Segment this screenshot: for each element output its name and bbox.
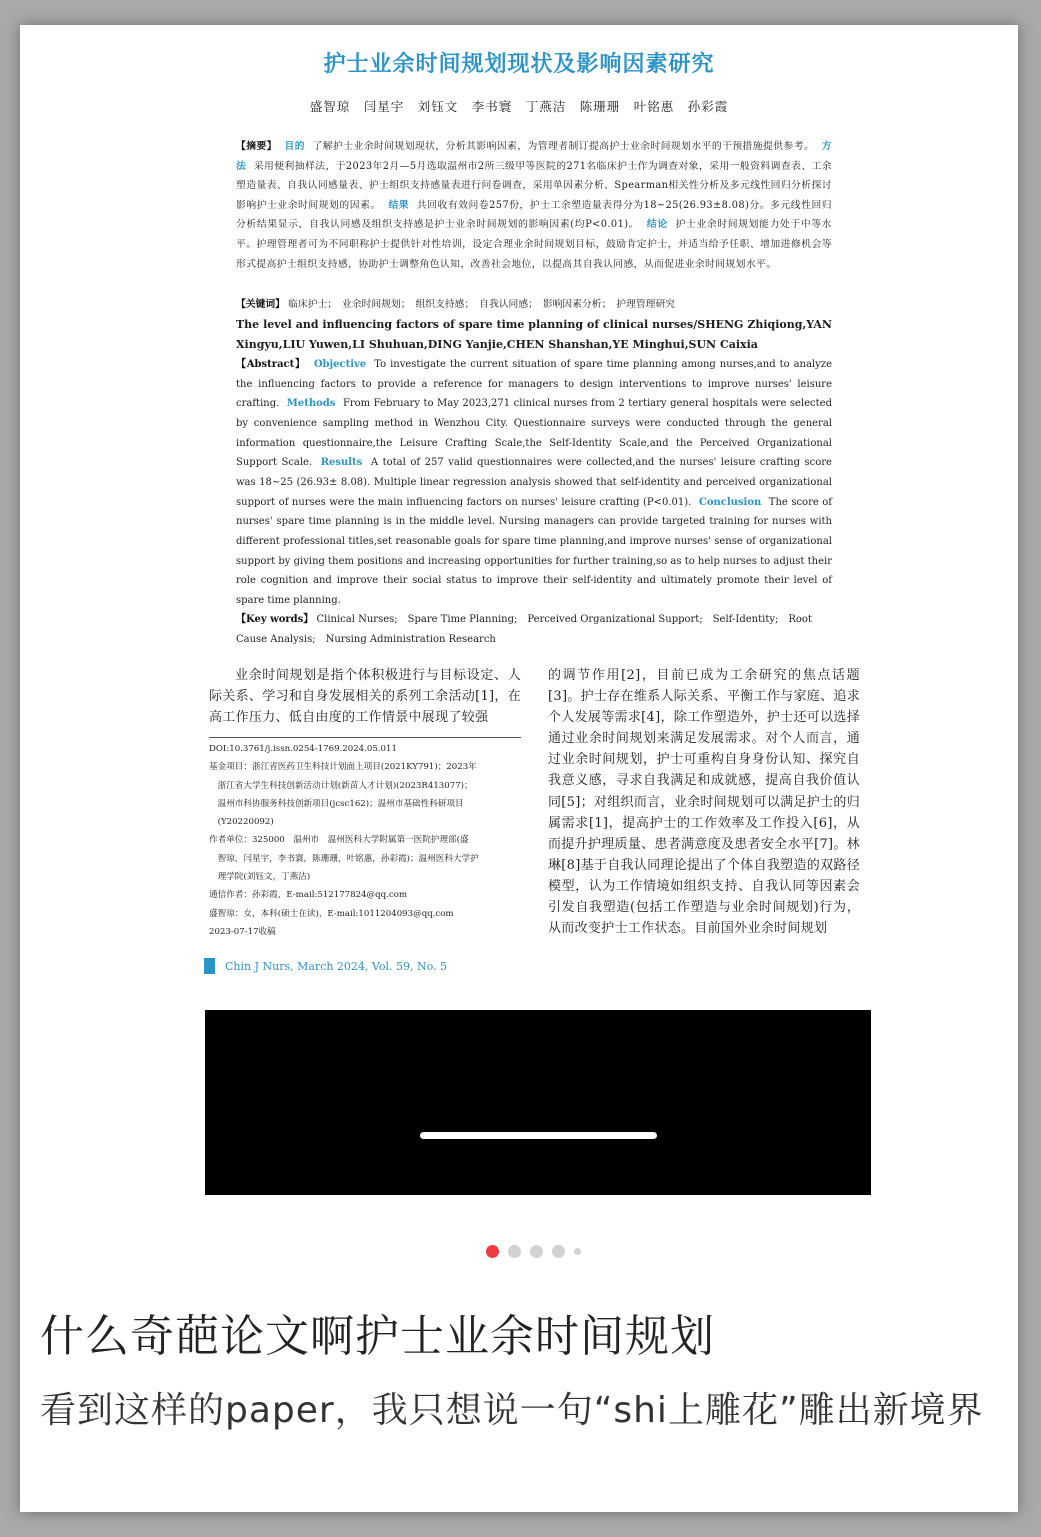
results-en-text: A total of 257 valid questionnaires were collected,and the nurses' leisure crafting score was 18~25 (26.93± 8.08). Multiple linear regression analysis showed that self-identity and perceived organizational support of nurses were the main influencing factors on nurses' leisure crafting (P<0.01). (236, 457, 832, 508)
abstract-cn (236, 137, 832, 274)
body-left-column (209, 665, 521, 728)
methods-en-text: From February to May 2023,271 clinical nurses from 2 tertiary general hospitals were selected by convenience sampling method in Wenzhou City. Questionnaire surveys were conducted through the general information questionnaire,the Leisure Crafting Scale,the Self-Identity Scale,and the Perceived Organizational Support Scale. (236, 398, 832, 469)
objective-cn-label: 目的 (284, 141, 305, 152)
carousel-dot[interactable] (508, 1245, 521, 1258)
post-title: 什么奇葩论文啊护士业余时间规划 (40, 1311, 715, 1362)
footnote-line: (Y20220092) (209, 817, 274, 828)
footnotes (209, 737, 521, 941)
footnote-line: 盛智琼：女，本科(硕士在读)，E-mail:1011204093@qq.com (209, 908, 454, 919)
video-progress-bar[interactable] (420, 1132, 657, 1139)
conclusion-en-text: The score of nurses' spare time planning is in the middle level. Nursing managers can provide targeted training for nurses with different professional titles,set reasonable goals for spare time planning,and improve nurses' sense of organizational support by giving them positions and increasing opportunities for further training,so as to help nurses to adjust their role cognition and improve their social status to improve their self-identity and ultimately promote their level of spare time planning. (236, 496, 832, 606)
methods-en-label: Methods (286, 398, 336, 410)
footnote-line: 浙江省大学生科技创新活动计划(新苗人才计划)(2023R413077)； (209, 780, 473, 791)
carousel-dot[interactable] (574, 1248, 581, 1255)
body-right-column (548, 665, 860, 939)
results-en-label: Results (320, 457, 363, 469)
abstract-en-label: 【Abstract】 (236, 359, 306, 370)
results-cn-text: 共回收有效问卷257份，护士工余塑造量表得分为18~25(26.93±8.08)分。多元线性回归分析结果显示，自我认同感及组织支持感是护士业余时间规划的影响因素(均P<0.01)。 (236, 199, 833, 231)
paper-authors: 盛智琼 闫星宇 刘钰文 李书寰 丁燕洁 陈珊珊 叶铭惠 孙彩霞 (309, 99, 729, 114)
conclusion-en-label: Conclusion (698, 496, 762, 508)
keywords-cn (236, 295, 832, 315)
footnote-line: DOI:10.3761/j.issn.0254-1769.2024.05.011 (209, 744, 397, 754)
conclusion-cn-text: 护士业余时间规划能力处于中等水平。护理管理者可为不同职称护士提供针对性培训，设定合理业余时间规划目标，鼓励肯定护士，并适当给予任职、增加进修机会等形式提高护士组织支持感，协助护士调整角色认知，改善社会地位，以提高其自我认同感，从而促进业余时间规划水平。 (236, 219, 833, 270)
footnote-line: 理学院(刘钰文，丁燕洁) (209, 872, 311, 883)
body-left-text: 业余时间规划是指个体积极进行与目标设定、人际关系、学习和自身发展相关的系列工余活动[1]，在高工作压力、低自由度的工作情景中展现了较强 (209, 668, 521, 725)
objective-en-label: Objective (313, 359, 367, 370)
journal-marker (204, 958, 215, 974)
english-title: The level and influencing factors of spare time planning of clinical nurses/SHENG Zhiqiong,YAN Xingyu,LIU Yuwen,LI Shuhuan,DING Yanjie,CHEN Shanshan,YE Minghui,SUN Caixia (236, 318, 832, 351)
journal-citation: Chin J Nurs, March 2024, Vol. 59, No. 5 (225, 959, 448, 973)
keywords-en-text: Clinical Nurses; Spare Time Planning; Perceived Organizational Support; Self-Identity; Root Cause Analysis; Nursing Administration Research (236, 614, 812, 645)
keywords-cn-label: 【关键词】 (236, 299, 285, 310)
footnote-line: 基金项目：浙江省医药卫生科技计划面上项目(2021KY791)；2023年 (209, 762, 477, 773)
abstract-en (236, 355, 832, 611)
keywords-cn-text: 临床护士； 业余时间规划； 组织支持感； 自我认同感； 影响因素分析； 护理管理研究 (288, 299, 676, 310)
carousel-dot[interactable] (486, 1245, 499, 1258)
footnote-line: 智琼，闫星宇，李书寰，陈珊珊，叶铭惠，孙彩霞)；温州医科大学护 (209, 853, 479, 864)
results-cn-label: 结果 (388, 199, 410, 211)
carousel-indicator (486, 1245, 590, 1258)
journal-footer (204, 958, 447, 974)
paper-title: 护士业余时间规划现状及影响因素研究 (323, 52, 715, 77)
footnote-line: 温州市科协服务科技创新项目(jcsc162)；温州市基础性科研项目 (209, 798, 464, 809)
keywords-en-label: 【Key words】 (236, 614, 314, 625)
abstract-cn-label: 【摘要】 (236, 141, 277, 152)
body-right-text: 的调节作用[2]，目前已成为工余研究的焦点话题[3]。护士存在维系人际关系、平衡工作与家庭、追求个人发展等需求[4]，除工作塑造外，护士还可以选择通过业余时间规划来满足发展需求。对个人而言，通过业余时间规划，护士可重构自身身份认知、探究自我意义感，寻求自我满足和成就感，提高自我价值认同[5]；对组织而言，业余时间规划可以满足护士的归属需求[1]，提高护士的工作效率及工作投入[6]，从而提升护理质量、患者满意度及患者安全水平[7]。林琳[8]基于自我认同理论提出了个体自我塑造的双路径模型，认为工作情境如组织支持、自我认同等因素会引发自我塑造(包括工作塑造与业余时间规划)行为，从而改变护士工作状态。目前国外业余时间规划 (548, 668, 860, 937)
keywords-en (236, 610, 832, 649)
methods-cn-label: 方法 (236, 141, 832, 172)
carousel-dot[interactable] (530, 1245, 543, 1258)
methods-cn-text: 采用便利抽样法，于2023年2月—5月选取温州市2所三级甲等医院的271名临床护士作为调查对象，采用一般资料调查表、工余塑造量表、自我认同感量表、护士组织支持感量表进行问卷调查，采用单因素分析、Spearman相关性分析及多元线性回归分析探讨影响护士业余时间规划的因素。 (236, 160, 833, 211)
objective-cn-text: 了解护士业余时间规划现状，分析其影响因素，为管理者制订提高护士业余时间规划水平的干预措施提供参考。 (312, 141, 815, 152)
post-card (20, 25, 1018, 1512)
post-body: 看到这样的paper，我只想说一句“shi上雕花”雕出新境界 (40, 1390, 984, 1431)
footnote-line: 作者单位：325000 温州市 温州医科大学附属第一医院护理部(盛 (209, 835, 469, 846)
conclusion-cn-label: 结论 (646, 219, 668, 231)
footnote-line: 2023-07-17收稿 (209, 926, 276, 937)
carousel-dot[interactable] (552, 1245, 565, 1258)
paper-image[interactable] (20, 25, 1018, 1010)
video-player[interactable] (205, 1010, 871, 1195)
objective-en-text: To investigate the current situation of spare time planning among nurses,and to analyze the influencing factors to provide a reference for managers to design interventions to improve nurses' leisure crafting. (236, 359, 832, 410)
footnote-line: 通信作者：孙彩霞，E-mail:512177824@qq.com (209, 890, 408, 901)
